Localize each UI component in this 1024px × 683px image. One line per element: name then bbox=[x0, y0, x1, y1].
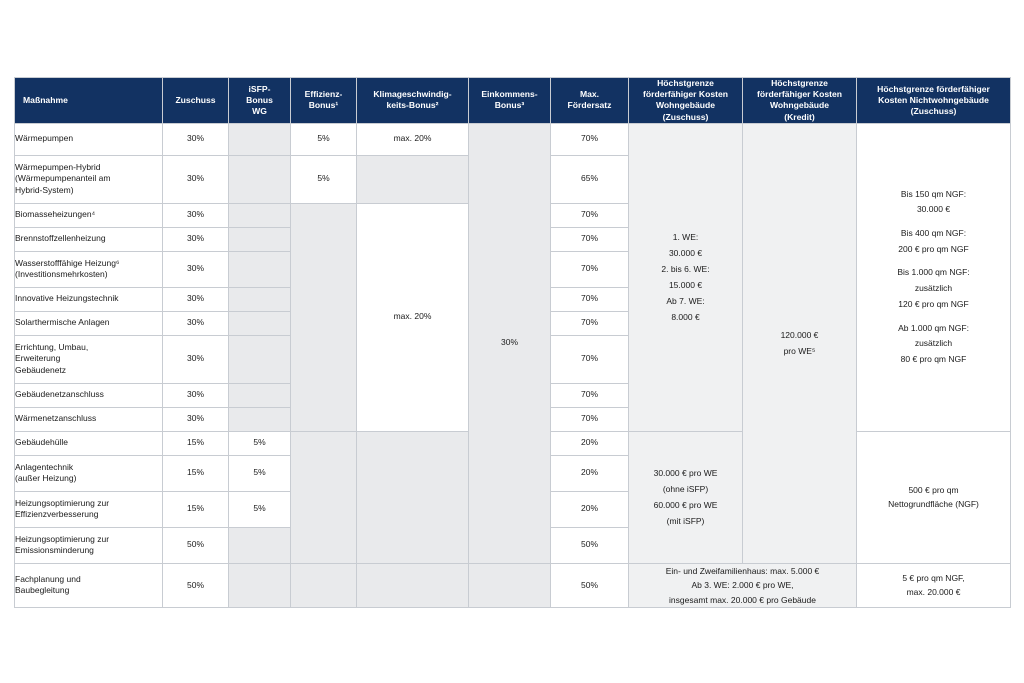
cell-klima bbox=[357, 563, 469, 607]
cell-max: 70% bbox=[551, 383, 629, 407]
measure-line: Gebäudehülle bbox=[15, 437, 68, 448]
limit-line: 2. bis 6. WE: bbox=[661, 264, 710, 275]
header-line: Wohngebäude bbox=[769, 100, 830, 111]
header-line: Höchstgrenze förderfähiger bbox=[877, 83, 990, 94]
measure-line: Errichtung, Umbau, bbox=[15, 341, 89, 352]
cell-max: 70% bbox=[551, 251, 629, 287]
cell-zuschuss: 50% bbox=[163, 563, 229, 607]
header-row bbox=[15, 78, 1011, 124]
cell-zuschuss: 30% bbox=[163, 311, 229, 335]
limit-line: 5 € pro qm NGF, bbox=[902, 572, 965, 583]
header-line: Effizienz- bbox=[304, 89, 343, 100]
row-measure bbox=[15, 527, 163, 563]
measure-line: Emissionsminderung bbox=[15, 545, 94, 556]
cell-isfp bbox=[229, 123, 291, 155]
cell-hoechstgrenze-wg-zuschuss-heizung bbox=[629, 123, 743, 431]
header-line: Einkommens- bbox=[481, 89, 538, 100]
cell-hoechstgrenze-nwg-heizung bbox=[857, 123, 1011, 431]
limit-line: 30.000 € bbox=[916, 204, 951, 215]
header-line: WG bbox=[252, 105, 267, 116]
column-header-massnahme bbox=[15, 78, 163, 124]
cell-einkommen-block: 30% bbox=[469, 123, 551, 563]
measure-line: Wärmepumpen-Hybrid bbox=[15, 161, 101, 172]
header-line: Höchstgrenze bbox=[657, 78, 714, 88]
measure-line: Heizungsoptimierung zur bbox=[15, 533, 110, 544]
header-line: (Zuschuss) bbox=[662, 111, 709, 122]
limit-line: 30.000 € pro WE bbox=[653, 467, 718, 478]
row-measure bbox=[15, 563, 163, 607]
cell-isfp bbox=[229, 563, 291, 607]
table-row bbox=[15, 563, 1011, 607]
limit-line: Bis 150 qm NGF: bbox=[900, 188, 967, 199]
cell-isfp bbox=[229, 527, 291, 563]
row-measure bbox=[15, 311, 163, 335]
cell-max: 70% bbox=[551, 287, 629, 311]
header-line: (Kredit) bbox=[784, 111, 815, 122]
cell-isfp bbox=[229, 251, 291, 287]
row-measure bbox=[15, 431, 163, 455]
measure-line: Fachplanung und bbox=[15, 573, 81, 584]
cell-effizienz bbox=[291, 563, 357, 607]
column-header-max-foerdersatz bbox=[551, 78, 629, 124]
limit-line: Ab 7. WE: bbox=[666, 296, 705, 307]
cell-isfp bbox=[229, 287, 291, 311]
column-header-isfp-bonus bbox=[229, 78, 291, 124]
limit-line: 500 € pro qm bbox=[908, 484, 959, 495]
cell-hoechstgrenze-wg-kredit bbox=[743, 123, 857, 563]
funding-table bbox=[14, 77, 1011, 608]
cell-max: 20% bbox=[551, 431, 629, 455]
row-measure bbox=[15, 335, 163, 383]
cell-zuschuss: 30% bbox=[163, 407, 229, 431]
cell-max: 65% bbox=[551, 155, 629, 203]
limit-line: (ohne iSFP) bbox=[662, 484, 709, 495]
limit-line: pro WE⁵ bbox=[783, 346, 816, 357]
header-line: förderfähiger Kosten bbox=[757, 89, 842, 100]
cell-isfp bbox=[229, 335, 291, 383]
cell-zuschuss: 30% bbox=[163, 123, 229, 155]
header-line: Zuschuss bbox=[175, 94, 216, 105]
measure-line: Heizungsoptimierung zur bbox=[15, 497, 110, 508]
header-line: Max. bbox=[579, 89, 600, 100]
table-row bbox=[15, 123, 1011, 155]
cell-max: 50% bbox=[551, 563, 629, 607]
cell-zuschuss: 30% bbox=[163, 155, 229, 203]
cell-hoechstgrenze-nwg-fachplanung bbox=[857, 563, 1011, 607]
measure-line: Wärmenetzanschluss bbox=[15, 413, 97, 424]
cell-zuschuss: 30% bbox=[163, 287, 229, 311]
row-measure bbox=[15, 227, 163, 251]
cell-zuschuss: 30% bbox=[163, 251, 229, 287]
measure-line: Hybrid-System) bbox=[15, 184, 74, 195]
cell-isfp: 5% bbox=[229, 431, 291, 455]
limit-line: Bis 400 qm NGF: bbox=[900, 228, 967, 239]
funding-table-container bbox=[14, 77, 1010, 608]
header-line: Kosten Nichtwohngebäude bbox=[878, 94, 989, 105]
limit-line: 8.000 € bbox=[671, 312, 700, 323]
cell-isfp: 5% bbox=[229, 491, 291, 527]
header-line: Maßnahme bbox=[23, 94, 68, 105]
measure-line: Wärmepumpen bbox=[15, 133, 74, 144]
measure-line: Biomasseheizungen⁴ bbox=[15, 209, 96, 220]
cell-max: 70% bbox=[551, 407, 629, 431]
header-line: Fördersatz bbox=[567, 100, 612, 111]
cell-isfp bbox=[229, 407, 291, 431]
cell-zuschuss: 30% bbox=[163, 383, 229, 407]
limit-line: Nettogrundfläche (NGF) bbox=[888, 499, 979, 510]
header-line: Bonus³ bbox=[494, 100, 525, 111]
cell-hoechstgrenze-wg-zuschuss-huelle bbox=[629, 431, 743, 563]
limit-line: 15.000 € bbox=[668, 280, 703, 291]
cell-effizienz: 5% bbox=[291, 155, 357, 203]
column-header-einkommens-bonus bbox=[469, 78, 551, 124]
measure-line: (außer Heizung) bbox=[15, 473, 77, 484]
limit-line: 60.000 € pro WE bbox=[653, 500, 718, 511]
cell-max: 70% bbox=[551, 227, 629, 251]
limit-line: 120.000 € bbox=[780, 330, 819, 341]
cell-max: 70% bbox=[551, 311, 629, 335]
cell-zuschuss: 15% bbox=[163, 455, 229, 491]
header-line: Höchstgrenze bbox=[771, 78, 828, 88]
limit-line: max. 20.000 € bbox=[906, 587, 961, 598]
limit-line: Ab 3. WE: 2.000 € pro WE, bbox=[691, 580, 794, 591]
cell-max: 20% bbox=[551, 455, 629, 491]
row-measure bbox=[15, 491, 163, 527]
measure-line: Wasserstofffähige Heizung⁶ bbox=[15, 257, 120, 268]
cell-max: 70% bbox=[551, 335, 629, 383]
cell-effizienz: 5% bbox=[291, 123, 357, 155]
measure-line: Gebäudenetz bbox=[15, 364, 67, 375]
limit-line: zusätzlich bbox=[914, 338, 953, 349]
cell-klima bbox=[357, 155, 469, 203]
measure-line: Effizienzverbesserung bbox=[15, 509, 99, 520]
measure-line: (Wärmepumpenanteil am bbox=[15, 173, 111, 184]
column-header-effizienz-bonus bbox=[291, 78, 357, 124]
header-line: Wohngebäude bbox=[655, 100, 716, 111]
limit-line: insgesamt max. 20.000 € pro Gebäude bbox=[669, 594, 816, 605]
cell-isfp bbox=[229, 311, 291, 335]
cell-max: 70% bbox=[551, 203, 629, 227]
header-line: keits-Bonus² bbox=[386, 100, 439, 111]
header-line: iSFP- bbox=[248, 83, 271, 94]
row-measure bbox=[15, 203, 163, 227]
cell-max: 20% bbox=[551, 491, 629, 527]
cell-max: 70% bbox=[551, 123, 629, 155]
cell-zuschuss: 15% bbox=[163, 491, 229, 527]
cell-zuschuss: 30% bbox=[163, 227, 229, 251]
column-header-hoechstgrenze-wg-zuschuss bbox=[629, 78, 743, 124]
column-header-klimageschwindigkeits-bonus bbox=[357, 78, 469, 124]
cell-zuschuss: 30% bbox=[163, 203, 229, 227]
column-header-hoechstgrenze-wg-kredit bbox=[743, 78, 857, 124]
header-line: Klimageschwindig- bbox=[373, 89, 452, 100]
row-measure bbox=[15, 455, 163, 491]
limit-line: zusätzlich bbox=[914, 283, 953, 294]
measure-line: Gebäudenetzanschluss bbox=[15, 389, 104, 400]
row-measure bbox=[15, 407, 163, 431]
cell-hoechstgrenze-nwg-huelle bbox=[857, 431, 1011, 563]
cell-isfp bbox=[229, 383, 291, 407]
limit-line: 200 € pro qm NGF bbox=[898, 243, 969, 254]
row-measure bbox=[15, 251, 163, 287]
limit-line: Ein- und Zweifamilienhaus: max. 5.000 € bbox=[665, 565, 820, 576]
limit-line: (mit iSFP) bbox=[666, 516, 705, 527]
measure-line: Innovative Heizungstechnik bbox=[15, 293, 119, 304]
cell-isfp bbox=[229, 227, 291, 251]
measure-line: Erweiterung bbox=[15, 353, 61, 364]
row-measure bbox=[15, 155, 163, 203]
header-line: (Zuschuss) bbox=[910, 105, 957, 116]
cell-klima-block: max. 20% bbox=[357, 203, 469, 431]
header-line: Bonus¹ bbox=[308, 100, 339, 111]
cell-isfp: 5% bbox=[229, 455, 291, 491]
cell-isfp bbox=[229, 155, 291, 203]
measure-line: (Investitionsmehrkosten) bbox=[15, 269, 108, 280]
limit-line: Bis 1.000 qm NGF: bbox=[897, 267, 970, 278]
cell-max: 50% bbox=[551, 527, 629, 563]
column-header-zuschuss bbox=[163, 78, 229, 124]
row-measure bbox=[15, 383, 163, 407]
column-header-hoechstgrenze-nwg-zuschuss bbox=[857, 78, 1011, 124]
cell-zuschuss: 30% bbox=[163, 335, 229, 383]
limit-line: Ab 1.000 qm NGF: bbox=[898, 322, 969, 333]
measure-line: Brennstoffzellenheizung bbox=[15, 233, 106, 244]
measure-line: Solarthermische Anlagen bbox=[15, 317, 110, 328]
row-measure bbox=[15, 287, 163, 311]
header-line: Bonus bbox=[246, 94, 273, 105]
cell-klima: max. 20% bbox=[357, 123, 469, 155]
header-line: förderfähiger Kosten bbox=[643, 89, 728, 100]
limit-line: 30.000 € bbox=[668, 247, 703, 258]
cell-isfp bbox=[229, 203, 291, 227]
row-measure bbox=[15, 123, 163, 155]
table-body bbox=[15, 123, 1011, 607]
cell-effizienz-empty-block-2 bbox=[291, 431, 357, 563]
limit-line: 80 € pro qm NGF bbox=[900, 354, 967, 365]
cell-hoechstgrenze-wg-fachplanung bbox=[629, 563, 857, 607]
cell-effizienz-empty-block bbox=[291, 203, 357, 431]
measure-line: Anlagentechnik bbox=[15, 461, 74, 472]
table-header bbox=[15, 78, 1011, 124]
measure-line: Baubegleitung bbox=[15, 585, 70, 596]
limit-line: 1. WE: bbox=[672, 231, 699, 242]
cell-einkommen bbox=[469, 563, 551, 607]
cell-zuschuss: 15% bbox=[163, 431, 229, 455]
limit-line: 120 € pro qm NGF bbox=[898, 298, 969, 309]
cell-zuschuss: 50% bbox=[163, 527, 229, 563]
cell-klima-empty-block-2 bbox=[357, 431, 469, 563]
